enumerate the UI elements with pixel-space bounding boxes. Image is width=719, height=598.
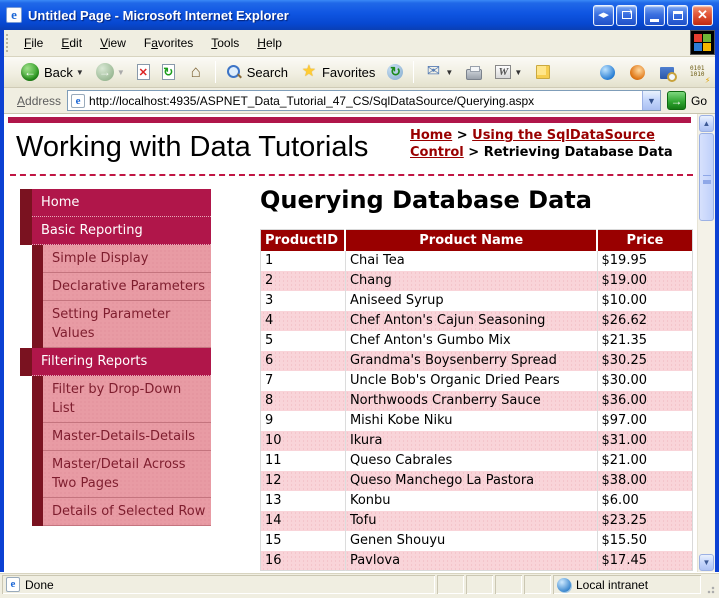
- back-dropdown-arrow[interactable]: ▼: [75, 67, 84, 77]
- cell-price: $21.00: [601, 453, 648, 468]
- cell-price: $17.45: [597, 551, 692, 571]
- sidebar-item-label: Declarative Parameters: [43, 273, 211, 301]
- cell-name: Queso Manchego La Pastora: [345, 471, 597, 491]
- cell-id: 5: [261, 331, 346, 351]
- sticky-note-icon: [536, 65, 550, 79]
- refresh-button[interactable]: [157, 62, 180, 82]
- accesskey-underline: F: [24, 36, 32, 50]
- page-title: Querying Database Data: [260, 186, 592, 214]
- messenger-icon: [600, 65, 615, 80]
- print-icon: [466, 69, 482, 80]
- breadcrumb-separator: >: [463, 145, 484, 160]
- cell-price: $38.00: [597, 471, 692, 491]
- cell-id: 10: [261, 431, 346, 451]
- word-icon: W: [495, 65, 511, 79]
- logo-red-square: [694, 34, 702, 42]
- toolbar-separator: [215, 61, 216, 83]
- cell-price: $15.50: [601, 533, 648, 548]
- sidebar-item-declarative-parameters[interactable]: [32, 273, 211, 301]
- sidebar-item-details-of-selected-row[interactable]: [32, 498, 211, 526]
- zone-text: Local intranet: [576, 577, 649, 592]
- cell-name: Genen Shouyu: [345, 531, 597, 551]
- cell-id: 15: [261, 531, 346, 551]
- fox-addon-icon: [630, 65, 645, 80]
- cell-id: 2: [261, 271, 346, 291]
- research-button[interactable]: [653, 61, 681, 83]
- close-button[interactable]: ✕: [692, 5, 713, 26]
- toolbar: [4, 57, 715, 88]
- back-button[interactable]: [16, 61, 89, 83]
- cell-id: 4: [261, 311, 346, 331]
- stop-icon: ✕: [137, 64, 150, 80]
- vertical-scrollbar[interactable]: [697, 114, 715, 572]
- page-header: [16, 127, 693, 171]
- table-row: [261, 331, 693, 351]
- products-table-head: [261, 230, 693, 251]
- sidebar-item-label: Master-Details-Details: [43, 423, 211, 451]
- sidebar-nav: [20, 189, 211, 526]
- accesskey-underline: H: [257, 36, 266, 50]
- go-button[interactable]: [661, 91, 715, 110]
- edit-with-word-button[interactable]: [490, 63, 527, 81]
- page-top-accent-bar: [8, 117, 691, 123]
- table-row: [261, 551, 693, 571]
- favorites-star-icon: ★: [301, 63, 317, 80]
- windows-logo-throbber: [690, 30, 715, 55]
- status-pane-done: [2, 575, 435, 594]
- menu-item-help[interactable]: Help: [257, 36, 282, 50]
- address-bar: [4, 88, 715, 114]
- sidebar-item-label: Setting Parameter Values: [43, 301, 211, 348]
- cell-name: Northwoods Cranberry Sauce: [345, 391, 597, 411]
- table-row: [261, 311, 693, 331]
- cell-price: $30.00: [601, 373, 648, 388]
- table-row: [261, 371, 693, 391]
- thumb-grip-icon: [703, 175, 711, 180]
- breadcrumb-current: Retrieving Database Data: [483, 145, 673, 160]
- status-bar: [0, 572, 719, 598]
- history-icon: ↻: [387, 64, 403, 80]
- sidebar-item-label: Filter by Drop-Down List: [43, 376, 211, 423]
- mail-icon: ✉: [426, 63, 441, 80]
- cell-name: Konbu: [345, 491, 597, 511]
- column-header-price: Price: [597, 230, 692, 251]
- maximize-button[interactable]: [667, 5, 688, 26]
- main-content: [260, 184, 697, 571]
- addon-button[interactable]: [623, 61, 651, 83]
- intranet-globe-icon: [557, 578, 571, 592]
- menubar-grip[interactable]: [6, 34, 13, 52]
- resize-grip[interactable]: [703, 575, 717, 594]
- address-url[interactable]: http://localhost:4935/ASPNET_Data_Tutorial_47_CS/SqlDataSource/Querying.aspx: [89, 93, 535, 108]
- sidebar-item-home[interactable]: [20, 189, 211, 217]
- menu-item-view[interactable]: View: [100, 36, 126, 50]
- sidebar-item-setting-parameter-values[interactable]: [32, 301, 211, 348]
- sidebar-item-basic-reporting[interactable]: [20, 217, 211, 245]
- stop-button[interactable]: [132, 62, 155, 82]
- pan-window-button[interactable]: [593, 5, 614, 26]
- cell-price: $6.00: [601, 493, 639, 508]
- sidebar-item-strip: [32, 301, 43, 348]
- cell-name: Uncle Bob's Organic Dried Pears: [345, 371, 597, 391]
- cell-id: 12: [261, 471, 346, 491]
- table-row: [261, 391, 693, 411]
- table-row: [261, 531, 693, 551]
- cell-name: Pavlova: [345, 551, 597, 571]
- menu-items: [15, 30, 690, 56]
- table-row: [261, 491, 693, 511]
- refresh-icon: ↻: [163, 65, 174, 79]
- sidebar-item-label: Filtering Reports: [32, 348, 211, 376]
- window-title: Untitled Page - Microsoft Internet Explorer: [28, 7, 289, 23]
- cell-id: 9: [261, 411, 346, 431]
- table-header-row: [261, 230, 693, 251]
- minimize-icon: [650, 19, 659, 22]
- status-page-icon: e: [6, 577, 20, 592]
- cell-id: 16: [261, 551, 346, 571]
- cell-price: $30.25: [597, 351, 692, 371]
- accesskey-underline: a: [151, 36, 158, 50]
- menu-item-file[interactable]: File: [24, 36, 44, 50]
- home-button[interactable]: [182, 61, 210, 83]
- sidebar-item-filtering-reports[interactable]: [20, 348, 211, 376]
- back-label: Back: [44, 64, 73, 80]
- ie-app-icon: e: [6, 7, 22, 23]
- cell-id: 7: [261, 371, 346, 391]
- accesskey-underline: T: [211, 36, 218, 50]
- sidebar-item-master-detail-across-two-pages[interactable]: [32, 451, 211, 498]
- sidebar-item-strip: [20, 189, 32, 217]
- address-field[interactable]: [67, 90, 661, 111]
- title-bar: [0, 0, 719, 30]
- table-row: [261, 351, 693, 371]
- scroll-thumb[interactable]: [699, 133, 714, 221]
- sidebar-item-strip: [32, 376, 43, 423]
- minimize-button[interactable]: [644, 5, 665, 26]
- cell-name: Queso Cabrales: [345, 451, 597, 471]
- sidebar-item-filter-by-drop-down-list[interactable]: [32, 376, 211, 423]
- sidebar-item-strip: [32, 451, 43, 498]
- column-header-id: ProductID: [261, 230, 346, 251]
- cell-name: Aniseed Syrup: [345, 291, 597, 311]
- logo-green-square: [703, 34, 711, 42]
- favorites-label: Favorites: [321, 64, 376, 80]
- popout-window-button[interactable]: [616, 5, 637, 26]
- cell-id: 6: [261, 351, 346, 371]
- table-row: [261, 251, 693, 271]
- cell-price: $10.00: [601, 293, 648, 308]
- sidebar-item-label: Basic Reporting: [32, 217, 211, 245]
- menu-bar: [4, 30, 715, 57]
- logo-blue-square: [694, 43, 702, 51]
- sidebar-item-label: Master/Detail Across Two Pages: [43, 451, 211, 498]
- table-row: [261, 271, 693, 291]
- table-row: [261, 511, 693, 531]
- menu-item-favorites[interactable]: Favorites: [143, 36, 194, 50]
- edit-dropdown-arrow[interactable]: ▼: [514, 67, 523, 77]
- status-pane-empty: [495, 575, 522, 594]
- table-row: [261, 451, 693, 471]
- forward-icon: →: [96, 63, 114, 81]
- sidebar-item-master-details-details[interactable]: [32, 423, 211, 451]
- favorites-button[interactable]: [295, 61, 380, 83]
- maximize-icon: [673, 11, 683, 20]
- toolbar-separator: [413, 61, 414, 83]
- accesskey-underline: V: [100, 36, 108, 50]
- cell-name: Chef Anton's Gumbo Mix: [345, 331, 597, 351]
- mail-dropdown-arrow[interactable]: ▼: [445, 67, 454, 77]
- cell-name: Chai Tea: [345, 251, 597, 271]
- cell-id: 3: [261, 291, 346, 311]
- table-row: [261, 471, 693, 491]
- cell-id: 13: [261, 491, 346, 511]
- sidebar-item-strip: [20, 348, 32, 376]
- left-right-arrows-icon: ◀▶: [598, 12, 609, 19]
- table-row: [261, 291, 693, 311]
- go-arrow-icon: →: [667, 91, 686, 110]
- cell-price: $36.00: [597, 391, 692, 411]
- research-book-icon: [660, 67, 674, 79]
- cell-name: Chang: [345, 271, 597, 291]
- messenger-button[interactable]: [593, 61, 621, 83]
- search-icon: [226, 64, 242, 80]
- home-icon: ⌂: [190, 62, 201, 81]
- cell-id: 8: [261, 391, 346, 411]
- popout-icon: [622, 11, 632, 19]
- cell-name: Mishi Kobe Niku: [345, 411, 597, 431]
- cell-price: $26.62: [597, 311, 692, 331]
- sidebar-item-label: Simple Display: [43, 245, 211, 273]
- sidebar-item-simple-display[interactable]: [32, 245, 211, 273]
- sidebar-item-strip: [32, 498, 43, 526]
- cell-price: $19.95: [601, 253, 648, 268]
- column-header-name: Product Name: [345, 230, 597, 251]
- products-table: [260, 229, 693, 571]
- cell-id: 11: [261, 451, 346, 471]
- cell-name: Tofu: [345, 511, 597, 531]
- status-text: Done: [25, 577, 54, 592]
- print-button[interactable]: [460, 61, 488, 83]
- sidebar-item-strip: [20, 217, 32, 245]
- address-label: Address: [17, 93, 62, 108]
- menu-item-edit[interactable]: Edit: [61, 36, 83, 50]
- sidebar-item-strip: [32, 245, 43, 273]
- history-button[interactable]: [382, 62, 408, 82]
- cell-id: 1: [261, 251, 346, 271]
- search-label: Search: [246, 64, 288, 80]
- script-debug-button[interactable]: [683, 61, 711, 83]
- forward-dropdown-arrow[interactable]: ▼: [116, 67, 125, 77]
- cell-name: Ikura: [345, 431, 597, 451]
- scroll-up-button[interactable]: ▲: [699, 115, 714, 132]
- logo-yellow-square: [703, 43, 711, 51]
- cell-price: $31.00: [597, 431, 692, 451]
- table-row: [261, 411, 693, 431]
- cell-name: Chef Anton's Cajun Seasoning: [345, 311, 597, 331]
- go-label: Go: [690, 93, 707, 108]
- breadcrumb-separator: >: [452, 128, 473, 143]
- back-icon: ←: [21, 63, 39, 81]
- binary-script-icon: 0101 1010 ⚡: [688, 63, 706, 81]
- cell-price: $23.25: [597, 511, 692, 531]
- cell-id: 14: [261, 511, 346, 531]
- sidebar-item-label: Details of Selected Row: [43, 498, 211, 526]
- sidebar-item-strip: [32, 273, 43, 301]
- breadcrumb-link[interactable]: Home: [410, 128, 453, 143]
- page-icon: e: [71, 94, 85, 108]
- mail-button[interactable]: [419, 61, 458, 83]
- page-viewport: [4, 114, 715, 572]
- address-dropdown-button[interactable]: ▼: [642, 91, 660, 110]
- search-button[interactable]: [221, 62, 293, 82]
- products-table-body: [261, 251, 693, 571]
- breadcrumb: [410, 127, 693, 171]
- cell-price: $97.00: [601, 413, 648, 428]
- site-title: Working with Data Tutorials: [16, 131, 369, 163]
- status-pane-empty: [466, 575, 493, 594]
- accesskey-underline: E: [61, 36, 70, 50]
- breadcrumb-link[interactable]: Using the SqlDataSource Control: [410, 128, 655, 160]
- sidebar-item-label: Home: [32, 189, 211, 217]
- status-pane-empty: [524, 575, 551, 594]
- sidebar-item-strip: [32, 423, 43, 451]
- cell-name: Grandma's Boysenberry Spread: [345, 351, 597, 371]
- table-row: [261, 431, 693, 451]
- status-pane-empty: [437, 575, 464, 594]
- cell-price: $21.35: [601, 333, 648, 348]
- scroll-down-button[interactable]: ▼: [699, 554, 714, 571]
- forward-button[interactable]: [91, 61, 130, 83]
- discuss-button[interactable]: [529, 61, 557, 83]
- menu-item-tools[interactable]: Tools: [211, 36, 240, 50]
- status-pane-zone: [553, 575, 701, 594]
- cell-price: $19.00: [597, 271, 692, 291]
- dashed-divider: [10, 174, 693, 176]
